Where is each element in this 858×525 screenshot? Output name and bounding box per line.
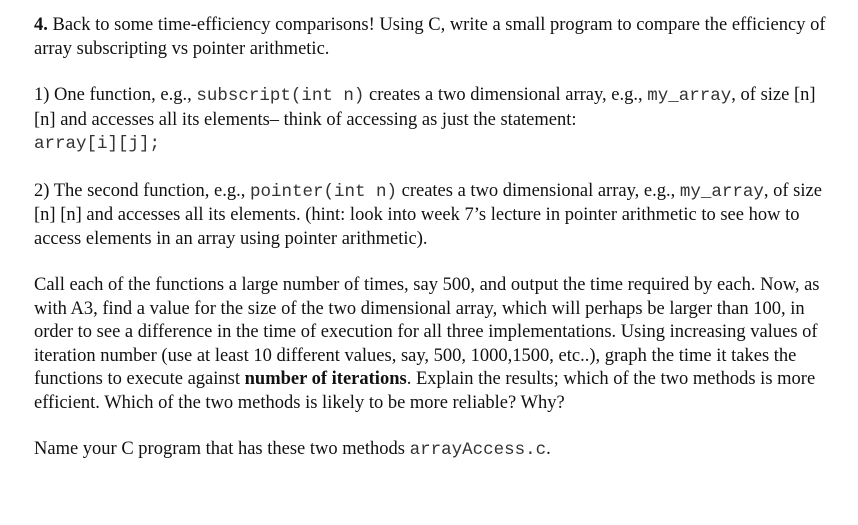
footer-tail: . <box>546 439 551 459</box>
question-number: 4. <box>34 15 48 35</box>
question-intro-text: Back to some time-efficiency comparisons! Using C, write a small program to compare the efficiency of array subscripting vs pointer arithmetic. <box>34 15 826 59</box>
part1-paragraph <box>34 84 834 157</box>
part3-text-a: Call each of the functions a large number of times, say 500, and output the time required by each. Now, as with A3, find a value for the size of the two dimensional array, which will perhaps be larger than 100, in order to see a difference in the time of execution for all three implementations. Using increasing values of iteration number (use at least 10 different values, say, 500, 1000,1500, etc..), graph the time it takes the functions to execute against <box>34 275 820 389</box>
footer-lead: Name your C program that has these two methods <box>34 439 410 459</box>
part2-array-name: my_array <box>679 181 764 202</box>
part2-paragraph <box>34 180 834 252</box>
part3-paragraph <box>34 274 834 415</box>
part1-lead: 1) One function, e.g., <box>34 85 197 105</box>
part1-array-name: my_array <box>647 86 732 106</box>
part1-mid: creates a two dimensional array, e.g., <box>364 85 648 105</box>
part3-bold-term: number of iterations <box>244 369 407 389</box>
part2-function-name: pointer(int n) <box>249 181 397 202</box>
part2-mid: creates a two dimensional array, e.g., <box>396 180 680 201</box>
part2-lead: 2) The second function, e.g., <box>34 180 250 201</box>
part1-tail: , of size [n] [n] and accesses all its elements– think of accessing as just the statement: <box>34 85 816 130</box>
question-intro-paragraph <box>34 14 834 61</box>
assignment-document <box>34 14 834 486</box>
program-filename: arrayAccess.c <box>409 440 547 460</box>
part2-tail: , of size [n] [n] and accesses all its elements. (hint: look into week 7’s lecture in pointer arithmetic to see how to access elements in an array using pointer arithmetic). <box>34 180 822 249</box>
part1-function-name: subscript(int n) <box>196 86 365 106</box>
part3-text-b: . Explain the results; which of the two methods is more efficient. Which of the two methods is likely to be more reliable? Why? <box>34 369 816 413</box>
part1-statement: array[i][j]; <box>34 134 161 154</box>
footer-paragraph <box>34 438 834 463</box>
